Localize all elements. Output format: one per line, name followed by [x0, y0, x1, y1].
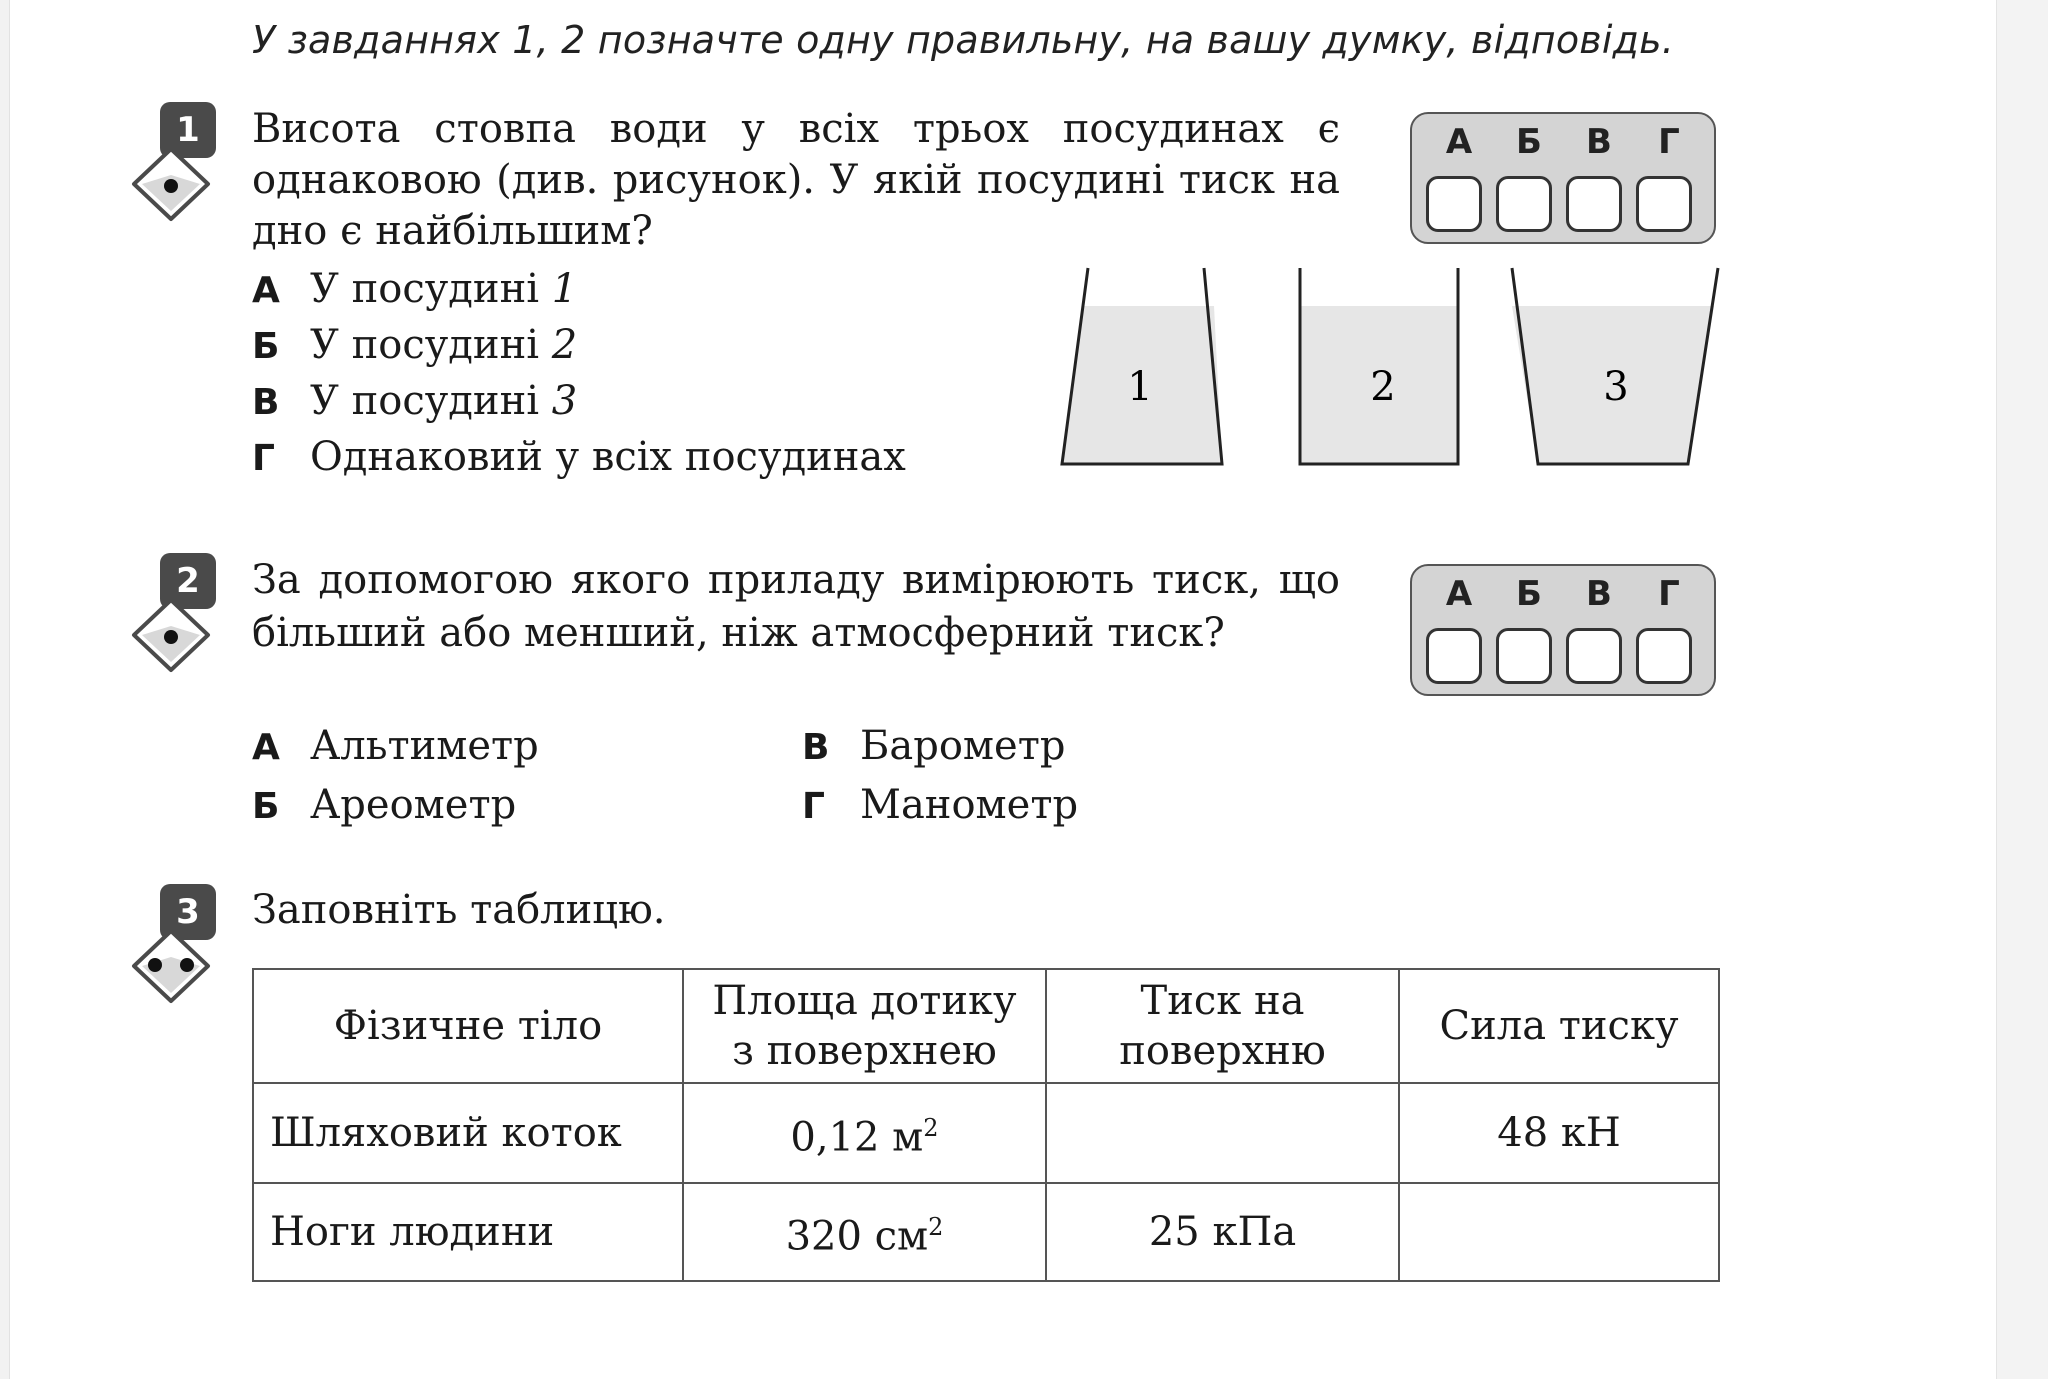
- viewer-right-edge: [1996, 0, 2048, 1379]
- header-body: Фізичне тіло: [253, 969, 683, 1083]
- q1-option-b: Б У посудині 2: [252, 322, 578, 368]
- header-force: Сила тиску: [1399, 969, 1719, 1083]
- cell-body: Ноги людини: [253, 1183, 683, 1281]
- q2-option-b: Б Ареометр: [252, 782, 517, 828]
- answer-letter: Г: [1658, 122, 1680, 162]
- q2-option-a: А Альтиметр: [252, 723, 539, 769]
- answer-cell-a[interactable]: [1426, 176, 1482, 232]
- answer-cell-b[interactable]: [1496, 176, 1552, 232]
- cell-body: Шляховий коток: [253, 1083, 683, 1183]
- q1-option-v: В У посудині 3: [252, 378, 578, 424]
- page-left-edge: [0, 0, 10, 1379]
- cell-force: 48 кН: [1399, 1083, 1719, 1183]
- answer-cell-v[interactable]: [1566, 628, 1622, 684]
- table-row: [253, 1083, 1719, 1183]
- vessel-3: [1512, 268, 1718, 464]
- answer-box-2: [1410, 564, 1716, 696]
- question-number-2: 2: [160, 553, 216, 609]
- question-2-text: За допомогою якого приладу вимірюють тиск, що більший або менший, ніж атмосферний тиск?: [252, 557, 1340, 656]
- cell-pressure-empty[interactable]: [1046, 1083, 1399, 1183]
- cell-area: 0,12 $м^2$: [683, 1083, 1046, 1183]
- vessel-label-1: 1: [1127, 364, 1153, 410]
- answer-box-1: [1410, 112, 1716, 244]
- header-pressure: Тиск на поверхню: [1046, 969, 1399, 1083]
- vessel-label-3: 3: [1603, 364, 1629, 410]
- answer-cell-v[interactable]: [1566, 176, 1622, 232]
- instruction-text: У завданнях 1, 2 позначте одну правильну, на вашу думку, відповідь.: [252, 18, 1674, 62]
- answer-cell-g[interactable]: [1636, 628, 1692, 684]
- question-number-3: 3: [160, 884, 216, 940]
- difficulty-two-dots-icon: [130, 927, 212, 1005]
- cell-area: 320 $см^2$: [683, 1183, 1046, 1281]
- cell-pressure: 25 кПа: [1046, 1183, 1399, 1281]
- answer-letter: В: [1586, 574, 1612, 614]
- vessel-1: [1062, 268, 1222, 464]
- answer-cell-b[interactable]: [1496, 628, 1552, 684]
- answer-letter: Б: [1516, 122, 1542, 162]
- vessel-2: [1300, 268, 1458, 464]
- answer-letter: Б: [1516, 574, 1542, 614]
- answer-cell-g[interactable]: [1636, 176, 1692, 232]
- difficulty-one-dot-icon: [130, 145, 212, 223]
- answer-letter: Г: [1658, 574, 1680, 614]
- q2-option-g: Г Манометр: [802, 782, 1079, 828]
- cell-force-empty[interactable]: [1399, 1183, 1719, 1281]
- table-header-row: [253, 969, 1719, 1083]
- vessel-label-2: 2: [1370, 364, 1396, 410]
- difficulty-one-dot-icon: [130, 596, 212, 674]
- table-row: [253, 1183, 1719, 1281]
- answer-letter: В: [1586, 122, 1612, 162]
- header-area: Площа дотику з поверхнею: [683, 969, 1046, 1083]
- answer-cell-a[interactable]: [1426, 628, 1482, 684]
- q1-option-g: Г Однаковий у всіх посудинах: [252, 434, 906, 480]
- question-number-1: 1: [160, 102, 216, 158]
- answer-letter: А: [1445, 574, 1473, 614]
- q2-option-v: В Барометр: [802, 723, 1066, 769]
- answer-letter: А: [1445, 122, 1473, 162]
- question-3-text: Заповніть таблицю.: [252, 887, 666, 933]
- vessels-figure: [1050, 260, 1740, 480]
- q1-option-a: А У посудині 1: [252, 266, 578, 312]
- question-1-text: Висота стовпа води у всіх трьох посудинах є однаковою (див. рисунок). У якій посудині тиск на дно є найбільшим?: [252, 106, 1340, 254]
- pressure-table: [252, 968, 1720, 1282]
